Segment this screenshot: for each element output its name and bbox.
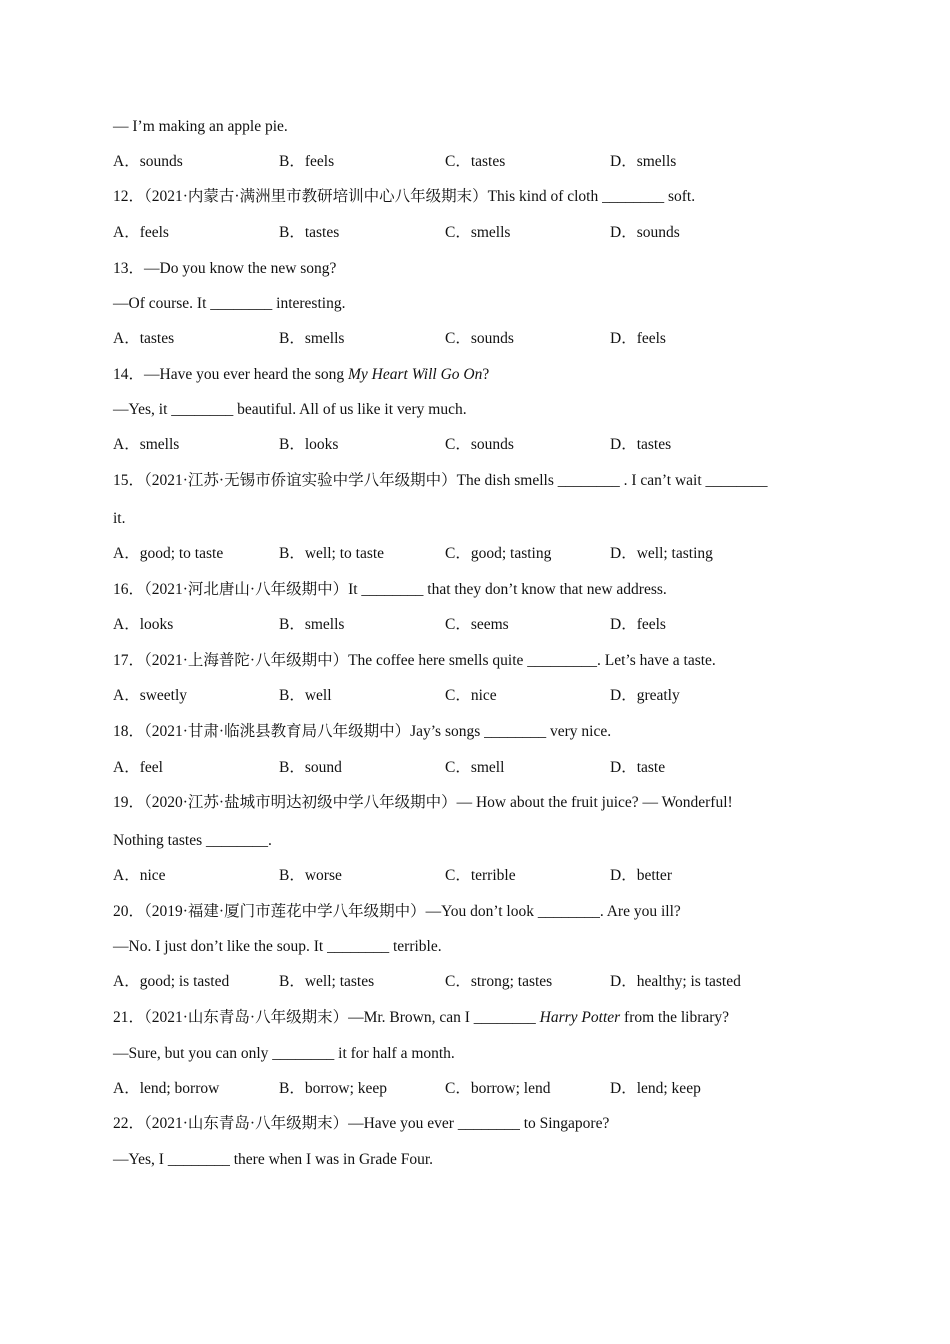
option-c: C．tastes: [445, 153, 506, 170]
question-21: [113, 1008, 729, 1028]
option-b: B．tastes: [279, 224, 340, 241]
option-a: A．lend; borrow: [113, 1080, 220, 1097]
question-14-end: ?: [482, 366, 490, 383]
option-b: B．smells: [279, 616, 345, 633]
option-c: C．smell: [445, 759, 505, 776]
option-c: C．smells: [445, 224, 511, 241]
option-a: A．feel: [113, 759, 163, 776]
option-c: C．borrow; lend: [445, 1080, 551, 1097]
option-c: C．strong; tastes: [445, 973, 553, 990]
question-14-options: [113, 435, 838, 455]
question-13: 13．—Do you know the new song?: [113, 260, 337, 277]
question-20: 20．（2019·福建·厦门市莲花中学八年级期中）—You don’t look ________. Are you ill?: [113, 903, 681, 920]
option-a: A．tastes: [113, 330, 175, 347]
option-b: B．well; to taste: [279, 545, 385, 562]
option-c: C．sounds: [445, 330, 514, 347]
option-d: D．greatly: [610, 687, 680, 704]
question-22-reply: —Yes, I ________ there when I was in Grade Four.: [113, 1151, 434, 1168]
question-11-answer-line: — I’m making an apple pie.: [113, 118, 288, 135]
question-13-reply: —Of course. It ________ interesting.: [113, 295, 346, 312]
option-a: A．good; is tasted: [113, 973, 230, 990]
option-c: C．seems: [445, 616, 509, 633]
book-title: Harry Potter: [539, 1009, 621, 1026]
question-21-options: [113, 1079, 838, 1099]
option-a: A．looks: [113, 616, 174, 633]
option-d: D．tastes: [610, 436, 672, 453]
option-d: D．feels: [610, 330, 666, 347]
question-18: 18．（2021·甘肃·临洮县教育局八年级期中）Jay’s songs ________ very nice.: [113, 723, 612, 740]
option-c: C．sounds: [445, 436, 514, 453]
question-13-options: [113, 329, 838, 349]
question-21-text: 21．（2021·山东青岛·八年级期末）—Mr. Brown, can I ________: [113, 1009, 540, 1026]
question-17: 17．（2021·上海普陀·八年级期中）The coffee here smells quite _________. Let’s have a taste.: [113, 652, 716, 669]
question-16-options: [113, 615, 838, 635]
question-21-end: from the library?: [620, 1009, 730, 1026]
option-a: A．nice: [113, 867, 166, 884]
option-b: B．well: [279, 687, 332, 704]
question-14-text: 14．—Have you ever heard the song: [113, 366, 349, 383]
option-a: A．good; to taste: [113, 545, 224, 562]
option-b: B．well; tastes: [279, 973, 375, 990]
option-d: D．well; tasting: [610, 545, 713, 562]
option-b: B．sound: [279, 759, 342, 776]
question-18-options: [113, 758, 838, 778]
question-17-options: [113, 686, 838, 706]
option-a: A．sweetly: [113, 687, 188, 704]
option-b: B．smells: [279, 330, 345, 347]
option-d: D．taste: [610, 759, 666, 776]
question-15: 15．（2021·江苏·无锡市侨谊实验中学八年级期中）The dish smells ________ . I can’t wait ________: [113, 472, 768, 489]
song-title: My Heart Will Go On: [348, 366, 483, 383]
option-d: D．smells: [610, 153, 677, 170]
option-c: C．nice: [445, 687, 497, 704]
question-16: 16．（2021·河北唐山·八年级期中）It ________ that they don’t know that new address.: [113, 581, 667, 598]
question-21-reply: —Sure, but you can only ________ it for half a month.: [113, 1045, 455, 1062]
option-d: D．sounds: [610, 224, 680, 241]
question-20-reply: —No. I just don’t like the soup. It ________ terrible.: [113, 938, 442, 955]
question-22: 22．（2021·山东青岛·八年级期末）—Have you ever ________ to Singapore?: [113, 1115, 610, 1132]
option-d: D．lend; keep: [610, 1080, 701, 1097]
option-c: C．terrible: [445, 867, 516, 884]
question-15-options: [113, 544, 838, 564]
question-12-options: [113, 223, 838, 243]
question-19: 19．（2020·江苏·盐城市明达初级中学八年级期中）— How about the fruit juice? — Wonderful!: [113, 794, 733, 811]
option-d: D．feels: [610, 616, 666, 633]
question-19-continued: Nothing tastes ________.: [113, 832, 272, 849]
option-b: B．worse: [279, 867, 342, 884]
option-b: B．feels: [279, 153, 335, 170]
option-a: A．sounds: [113, 153, 183, 170]
option-b: B．borrow; keep: [279, 1080, 388, 1097]
question-19-options: [113, 866, 838, 886]
option-b: B．looks: [279, 436, 339, 453]
question-15-continued: it.: [113, 510, 126, 527]
option-c: C．good; tasting: [445, 545, 552, 562]
option-d: D．healthy; is tasted: [610, 973, 741, 990]
question-11-options: [113, 152, 838, 172]
question-14: [113, 365, 489, 385]
option-a: A．smells: [113, 436, 180, 453]
question-12: 12．（2021·内蒙古·满洲里市教研培训中心八年级期末）This kind of cloth ________ soft.: [113, 188, 696, 205]
option-d: D．better: [610, 867, 672, 884]
question-14-reply: —Yes, it ________ beautiful. All of us like it very much.: [113, 401, 467, 418]
option-a: A．feels: [113, 224, 169, 241]
question-20-options: [113, 972, 838, 992]
